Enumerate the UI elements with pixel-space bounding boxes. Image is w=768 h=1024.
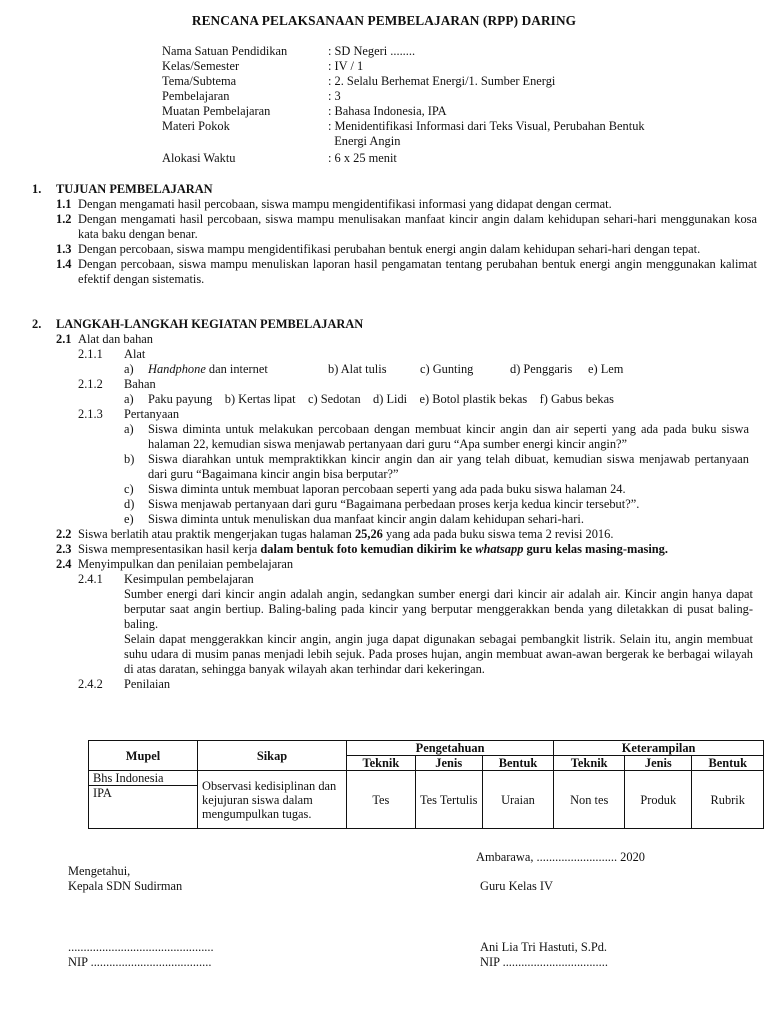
meta-label: Tema/Subtema (162, 74, 237, 88)
item-text: Dengan percobaan, siswa mampu menuliskan laporan hasil pengamatan tentang perubahan bentuk energi angin menggunakan kalimat efektif dengan sistematis. (78, 257, 757, 286)
header-teknik: Teknik (347, 756, 416, 771)
meta-label: Nama Satuan Pendidikan (162, 44, 288, 58)
section-heading (32, 182, 757, 197)
section-tujuan (32, 182, 757, 287)
list-item (124, 482, 749, 497)
item-letter: b) (124, 452, 135, 466)
meta-value: : IV / 1 (328, 59, 364, 73)
item-number: 1.1 (56, 197, 72, 211)
cell-sikap: Observasi kedisiplinan dan kejujuran siswa dalam mengumpulkan tugas. (198, 771, 347, 829)
item-text: Siswa diarahkan untuk mempraktikkan kincir angin dan air yang telah dibuat, kemudian siswa menjawab pertanyaan dari guru “Bagaimana kincir angin bisa berputar?” (148, 452, 749, 481)
meta-label: Alokasi Waktu (162, 151, 236, 165)
bahan-text: Paku payung b) Kertas lipat c) Sedotan d) Lidi e) Botol plastik bekas f) Gabus bekas (148, 392, 614, 406)
list-item (56, 212, 757, 242)
meta-row (162, 104, 742, 119)
item-number: 2.2 (56, 527, 72, 541)
cell-k-jenis: Produk (625, 771, 692, 829)
meta-row (162, 59, 742, 74)
meta-row (162, 151, 742, 166)
header-jenis: Jenis (415, 756, 482, 771)
sub-title: Bahan (124, 377, 156, 391)
sub-item (56, 677, 757, 692)
kesimpulan-text-2: Selain dapat menggerakkan kincir angin, angin juga dapat digunakan sebagai pembangkit listrik. Selain itu, angin membuat suhu udara di musim panas menjadi lebih sejuk. Pada proses hujan, angin membuat awan-awan bergerak ke berbagai wilayah di atas daratan, sehingga banyak wilayah akan terhindar dari kekeringan. (124, 632, 753, 676)
item-letter: a) (124, 392, 134, 406)
item-text (78, 527, 757, 542)
list-item (56, 332, 757, 347)
alat-hp-rest: dan internet (205, 362, 268, 376)
sub-item (56, 377, 757, 392)
item-number: 2.4 (56, 557, 72, 571)
text-bold-italic: whatsapp (475, 542, 524, 556)
guru-name: Ani Lia Tri Hastuti, S.Pd. (480, 940, 608, 954)
list-item (56, 557, 757, 572)
guru-label: Guru Kelas IV (480, 879, 553, 893)
list-item (56, 242, 757, 257)
list-item (56, 527, 757, 542)
pertanyaan-list (56, 422, 757, 527)
list-item (124, 452, 749, 482)
header-pengetahuan: Pengetahuan (347, 741, 554, 756)
meta-row (162, 119, 742, 134)
alat-d: d) Penggaris (510, 362, 573, 376)
sub-item (56, 572, 757, 587)
item-text: Alat dan bahan (78, 332, 154, 346)
meta-value: : Bahasa Indonesia, IPA (328, 104, 447, 118)
text-part: Siswa berlatih atau praktik mengerjakan tugas halaman (78, 527, 355, 541)
sub-number: 2.1.3 (78, 407, 103, 421)
header-bentuk: Bentuk (692, 756, 764, 771)
kepala-label: Kepala SDN Sudirman (68, 879, 183, 893)
section-heading (32, 317, 757, 332)
section-title: TUJUAN PEMBELAJARAN (56, 182, 213, 196)
item-text: Dengan percobaan, siswa mampu mengidentifikasi perubahan bentuk energi angin dalam kehidupan sehari-hari dengan tepat. (78, 242, 701, 256)
sub-number: 2.1.1 (78, 347, 103, 361)
header-keterampilan: Keterampilan (554, 741, 764, 756)
item-text: Siswa diminta untuk menuliskan dua manfaat kincir angin dalam kehidupan sehari-hari. (148, 512, 584, 526)
meta-value: : Menidentifikasi Informasi dari Teks Visual, Perubahan Bentuk (328, 119, 645, 133)
item-number: 1.3 (56, 242, 72, 256)
header-teknik: Teknik (554, 756, 625, 771)
cell-mupel-2: IPA (89, 786, 198, 829)
item-text: Menyimpulkan dan penilaian pembelajaran (78, 557, 294, 571)
text-part: yang ada pada buku siswa tema 2 revisi 2016. (382, 527, 614, 541)
sub-title: Alat (124, 347, 146, 361)
text-bold: guru kelas masing-masing. (523, 542, 668, 556)
meta-label: Muatan Pembelajaran (162, 104, 271, 118)
sub-number: 2.1.2 (78, 377, 103, 391)
assessment-table (88, 740, 764, 829)
meta-label (162, 134, 328, 149)
list-item (56, 542, 757, 557)
sub-number: 2.4.2 (78, 677, 103, 691)
alat-c: c) Gunting (420, 362, 474, 376)
header-jenis: Jenis (625, 756, 692, 771)
meta-row (162, 74, 742, 89)
header-bentuk: Bentuk (482, 756, 553, 771)
cell-p-teknik: Tes (347, 771, 416, 829)
item-letter: d) (124, 497, 135, 511)
kepala-name: ............................................... (68, 940, 214, 954)
kesimpulan-text: Sumber energi dari kincir angin adalah angin, sedangkan sumber energi dari kincir air adalah air. Kincir angin hanya dapat berputar saat angin bertiup. Baling-baling pada kincir yang berputar menggerakkan benda yang diletakkan di pusat baling-baling. (124, 587, 753, 631)
header-sikap: Sikap (198, 741, 347, 771)
item-number: 1.4 (56, 257, 72, 271)
list-item (124, 512, 749, 527)
section-number: 2. (32, 317, 42, 331)
alat-a (148, 362, 328, 377)
alat-list (56, 362, 757, 377)
sub-title: Kesimpulan pembelajaran (124, 572, 254, 586)
list-item (56, 197, 757, 212)
text-bold: dalam bentuk foto kemudian dikirim ke (260, 542, 476, 556)
bahan-list (56, 392, 757, 407)
item-letter: a) (124, 422, 134, 436)
sub-number: 2.4.1 (78, 572, 103, 586)
sub-item (56, 407, 757, 422)
item-letter: e) (124, 512, 134, 526)
cell-k-bentuk: Rubrik (692, 771, 764, 829)
document-title: RENCANA PELAKSANAAN PEMBELAJARAN (RPP) DARING (191, 13, 577, 28)
meta-value: : 6 x 25 menit (328, 151, 397, 165)
meta-value: Energi Angin (328, 134, 401, 148)
item-letter: c) (124, 482, 134, 496)
identity-block (162, 44, 742, 166)
cell-mupel-1: Bhs Indonesia (89, 771, 198, 786)
place-date: Ambarawa, .......................... 2020 (476, 850, 645, 864)
item-text: Dengan mengamati hasil percobaan, siswa mampu mengidentifikasi informasi yang didapat dengan cermat. (78, 197, 612, 211)
item-text: Siswa diminta untuk melakukan percobaan dengan membuat kincir angin dan air seperti yang ada pada buku siswa halaman 22, kemudian siswa menjawab pertanyaan dari guru “Apa sumber energi kincir angin?” (148, 422, 749, 451)
meta-value: : 3 (328, 89, 341, 103)
item-text: Siswa diminta untuk membuat laporan percobaan seperti yang ada pada buku siswa halaman 24. (148, 482, 626, 496)
meta-row (162, 44, 742, 59)
guru-nip: NIP .................................. (480, 955, 608, 969)
item-text: Siswa menjawab pertanyaan dari guru “Bagaimana perbedaan proses kerja kedua kincir tersebut?”. (148, 497, 640, 511)
text-bold: 25,26 (354, 527, 383, 541)
meta-label: Materi Pokok (162, 119, 230, 133)
list-item (56, 257, 757, 287)
sub-item (56, 347, 757, 362)
header-mupel: Mupel (89, 741, 198, 771)
meta-row (162, 134, 742, 149)
item-text: Dengan mengamati hasil percobaan, siswa mampu menulisakan manfaat kincir angin dalam kehidupan sehari-hari menggunakan kosa kata baku dengan benar. (78, 212, 757, 241)
list-item (124, 422, 749, 452)
meta-value: : SD Negeri ........ (328, 44, 416, 58)
item-letter: a) (124, 362, 134, 376)
mengetahui-label: Mengetahui, (68, 864, 131, 878)
meta-value: : 2. Selalu Berhemat Energi/1. Sumber Energi (328, 74, 556, 88)
item-number: 2.3 (56, 542, 72, 556)
kepala-nip: NIP ....................................... (68, 955, 212, 969)
item-number: 1.2 (56, 212, 72, 226)
sub-title: Penilaian (124, 677, 171, 691)
section-title: LANGKAH-LANGKAH KEGIATAN PEMBELAJARAN (56, 317, 364, 331)
text-part: Siswa mempresentasikan hasil kerja (78, 542, 261, 556)
meta-label: Kelas/Semester (162, 59, 240, 73)
item-number: 2.1 (56, 332, 72, 346)
cell-k-teknik: Non tes (554, 771, 625, 829)
cell-p-bentuk: Uraian (482, 771, 553, 829)
item-text (78, 542, 757, 557)
table-header-row (89, 741, 764, 756)
meta-label: Pembelajaran (162, 89, 230, 103)
cell-p-jenis: Tes Tertulis (415, 771, 482, 829)
alat-hp: Handphone (148, 362, 206, 376)
section-langkah (32, 317, 757, 692)
list-item (124, 497, 749, 512)
sub-title: Pertanyaan (124, 407, 180, 421)
section-number: 1. (32, 182, 42, 196)
table-row (89, 771, 764, 786)
alat-b: b) Alat tulis (328, 362, 387, 376)
alat-e: e) Lem (588, 362, 624, 376)
meta-row (162, 89, 742, 104)
